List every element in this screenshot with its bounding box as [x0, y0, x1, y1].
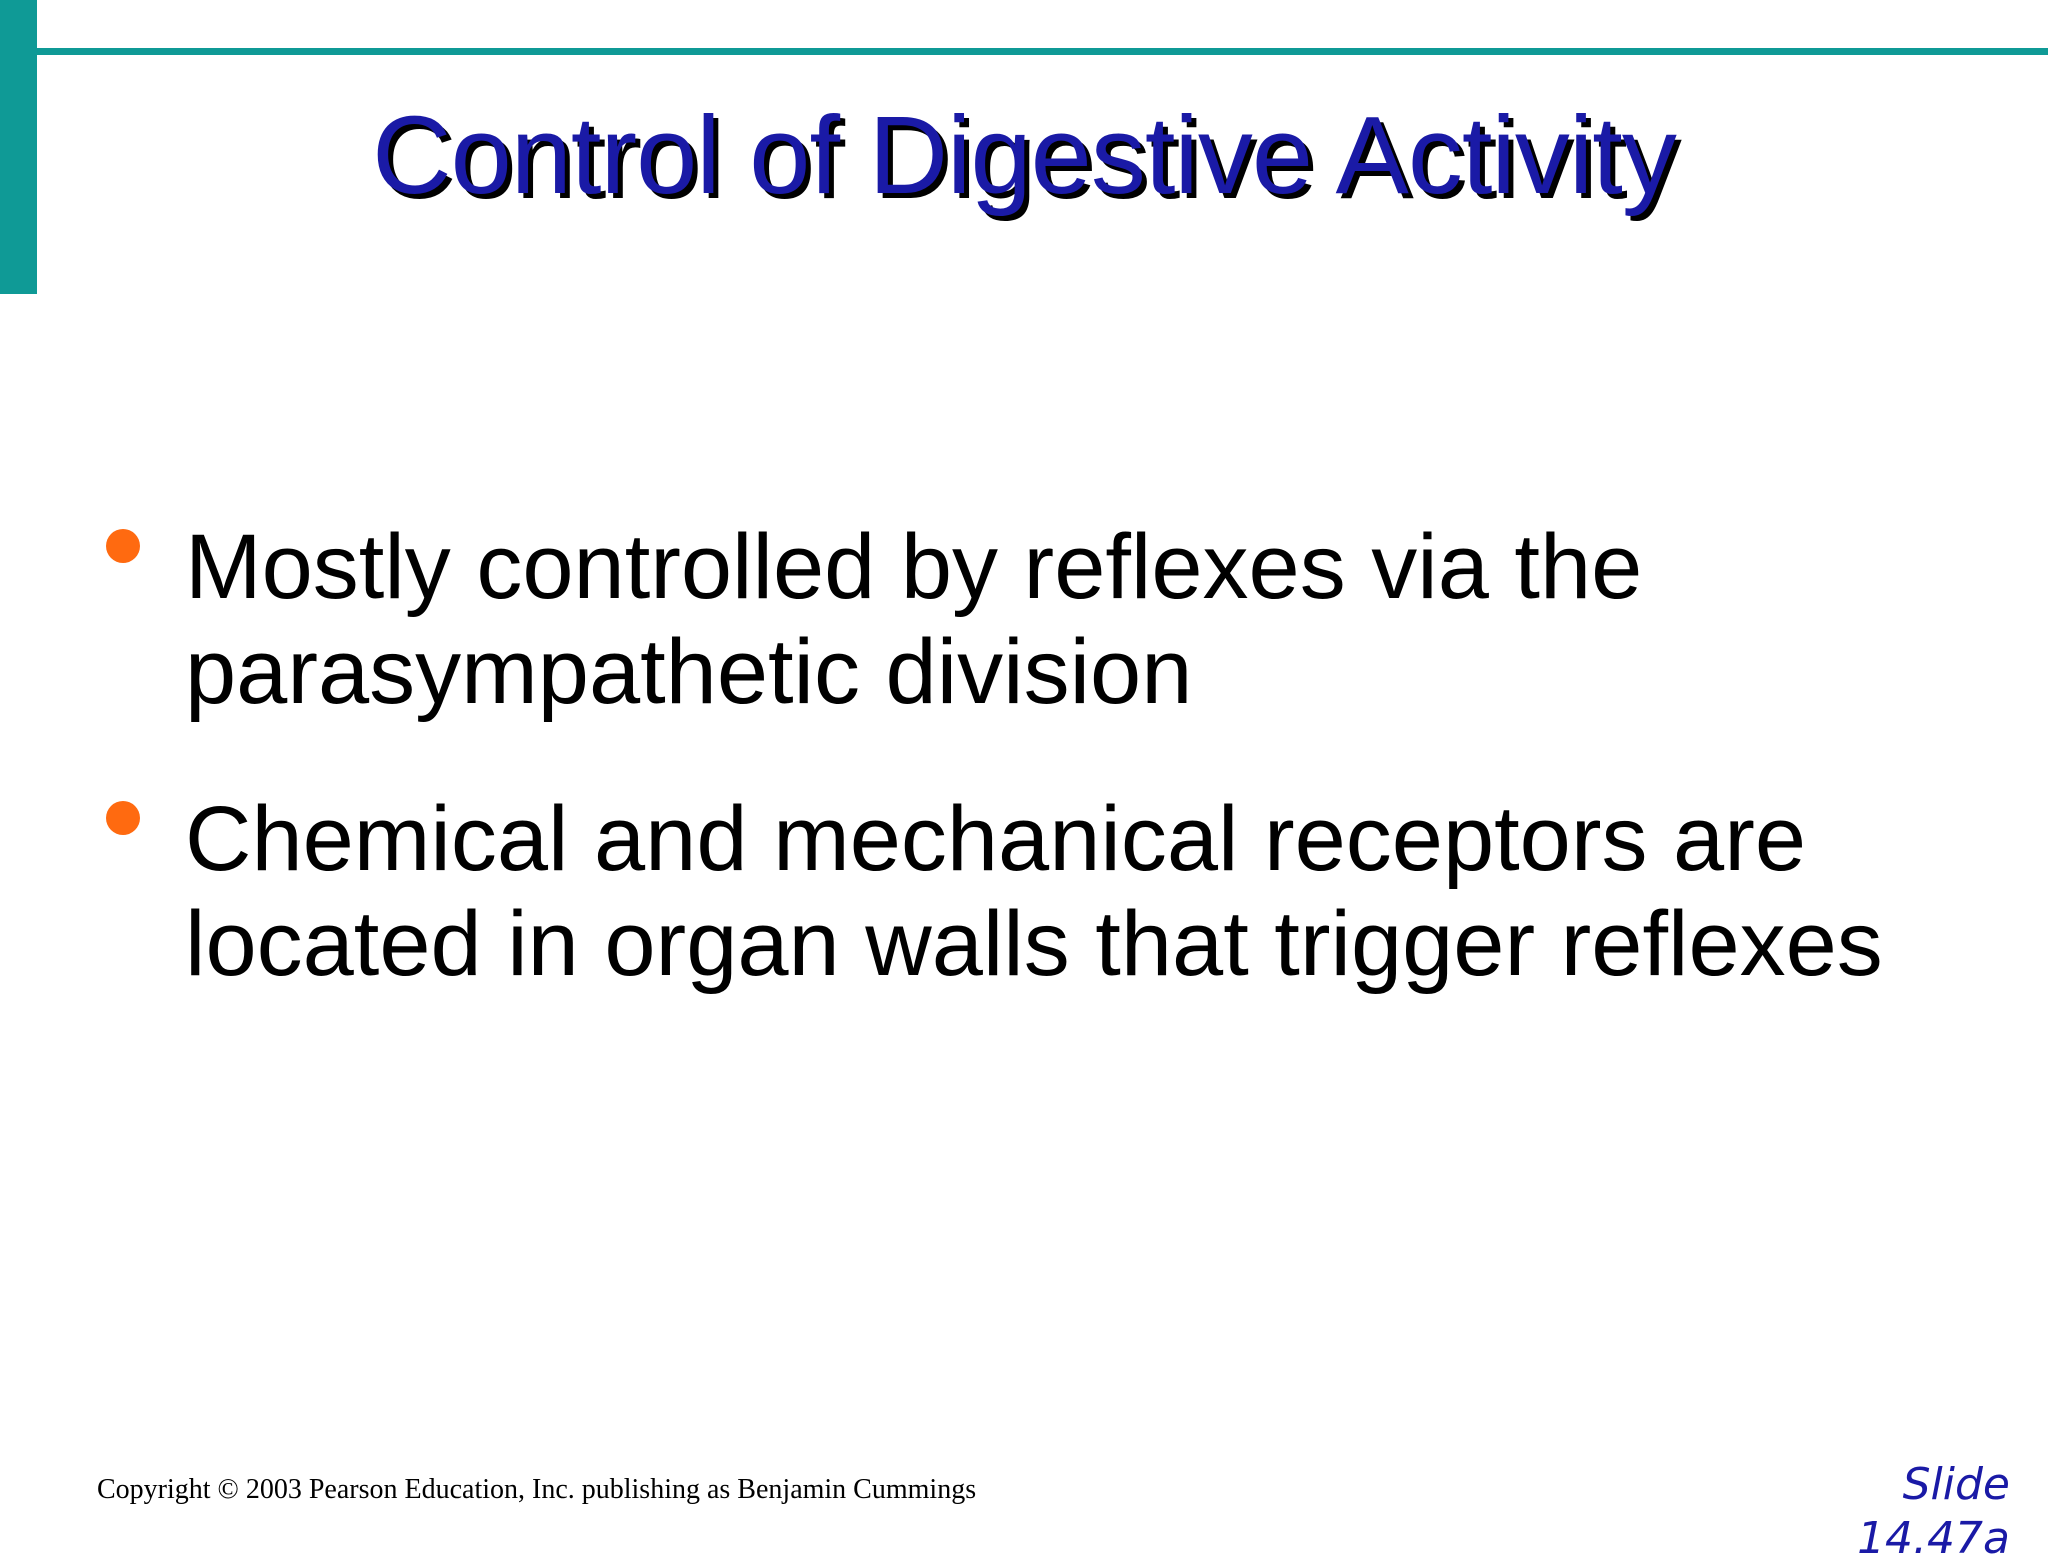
slide-title: Control of Digestive Activity: [372, 94, 1676, 217]
bullet-dot-icon: [106, 529, 140, 563]
bullet-item: [100, 515, 1960, 725]
bullet-text: Mostly controlled by reflexes via the parasympathetic division: [185, 516, 1643, 723]
slide-label: Slide: [1902, 1459, 2010, 1510]
bullet-item: [100, 787, 1960, 997]
accent-bar-horizontal: [37, 48, 2048, 55]
bullet-text: Chemical and mechanical receptors are located in organ walls that trigger reflexes: [185, 788, 1883, 995]
copyright-notice: Copyright © 2003 Pearson Education, Inc. publishing as Benjamin Cummings: [97, 1474, 977, 1505]
slide-number-value: 14.47a: [1857, 1513, 2010, 1564]
bullet-dot-icon: [106, 801, 140, 835]
slide-number: [1790, 1458, 2010, 1566]
bullet-list: [100, 515, 1960, 1059]
